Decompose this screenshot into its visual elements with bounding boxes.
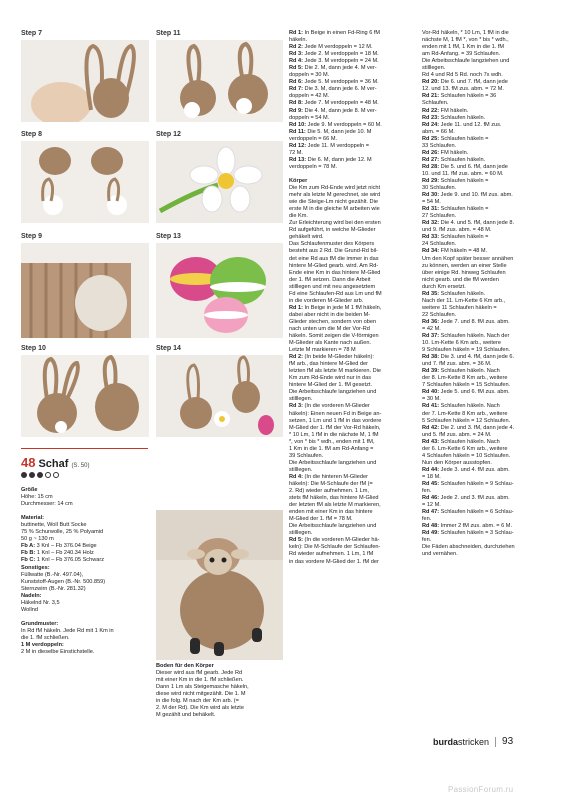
text-line: Rd 5: Die 2. M, dann jede 4. M ver-	[289, 65, 377, 72]
text-line: Um den Kopf später besser annähen	[422, 255, 514, 262]
text-line: Rd 13: Die 6. M, dann jede 12. M	[289, 156, 372, 163]
step-label: Step 10	[21, 345, 46, 352]
materials-column	[21, 487, 151, 656]
text-line: 30 Schlaufen.	[422, 185, 457, 192]
text-line: häkeln. Somit zeigen die V-förmigen	[289, 333, 379, 340]
page-footer	[433, 736, 513, 747]
text-line: Rd 47: Schlaufen häkeln = 6 Schlau-	[422, 509, 514, 516]
text-line: Rd 37: Schlaufen häkeln. Nach der	[422, 333, 510, 340]
text-line: Rd 48: Immer 2 fM zus. abm. = 6 M.	[422, 523, 513, 530]
text-line: = 54 M.	[422, 199, 441, 206]
text-line: nicht gearb. und die fM werden	[422, 276, 499, 283]
text-line: Rd 35: Schlaufen häkeln.	[422, 290, 486, 297]
text-line: Rd wieder aufnehmen. 1 Lm, 1 fM	[289, 551, 374, 558]
step-label: Step 9	[21, 233, 43, 240]
text-line: Rd 4: (In die hinteren M-Glieder	[289, 473, 368, 480]
text-line: 24 Schlaufen.	[422, 241, 457, 248]
text-line: Häkelnd Nr. 3,5	[21, 599, 60, 606]
text-line: Rd 22: FM häkeln.	[422, 107, 469, 114]
text-line: Nach der 11. Lm-Kette 6 Km arb.,	[422, 297, 506, 304]
text-line: mehr als letzte M gerechnet, sie wird	[289, 192, 381, 199]
step-7-photo	[21, 40, 149, 122]
text-line: 9 Schlaufen häkeln = 19 Schlaufen.	[422, 347, 511, 354]
text-line: der 1. fM setzen. Dann die Arbeit	[289, 276, 371, 283]
text-line: Dann 1 Lm als Steigemasche häkeln,	[156, 684, 249, 691]
text-line: dabei aber nicht in die beiden M-	[289, 311, 371, 318]
text-line: Rd 4 und Rd 5 Rd. noch 7x wdh.	[422, 72, 503, 79]
text-line: Rd 33: Schlaufen häkeln =	[422, 234, 489, 241]
instructions-right-column	[422, 30, 552, 559]
text-line: Rd 21: Schlaufen häkeln = 36	[422, 93, 497, 100]
step-label: Step 14	[156, 345, 181, 352]
difficulty-rating	[21, 472, 59, 478]
text-line: gehäkelt wird.	[289, 234, 324, 241]
text-line: Rd 1: In Beige in jede M 1 fM häkeln,	[289, 304, 382, 311]
text-line: * 10 Lm, 1 fM in die nächste M, 1 fM	[289, 431, 379, 438]
text-line: Rd 11: Die 5. M, dann jede 10. M	[289, 128, 372, 135]
text-line: 10. und 11. fM zus. abm. = 60 M.	[422, 170, 504, 177]
text-line: Rd 2: (In beide M-Glieder häkeln):	[289, 354, 374, 361]
step-label: Step 8	[21, 131, 43, 138]
text-line: die Km.	[289, 213, 308, 220]
step-14-photo	[156, 355, 283, 437]
text-line: det eine Rd aus fM die immer in das	[289, 255, 379, 262]
text-line: Sonstiges:	[21, 564, 50, 571]
text-line: Fd eine Schlaufen-Rd aus Lm und fM	[289, 290, 382, 297]
text-line: *, von * bis * wdh., enden mit 1 fM,	[289, 438, 375, 445]
text-line: besteht aus 2 Rd. Die Grund-Rd bil-	[289, 248, 378, 255]
pattern-heading	[21, 455, 89, 470]
difficulty-dot	[53, 472, 59, 478]
text-line: Die Fäden abschneiden, durchziehen	[422, 544, 515, 551]
text-line: 4 Schlaufen häkeln = 10 Schlaufen.	[422, 452, 511, 459]
text-line: Rd 31: Schlaufen häkeln =	[422, 206, 489, 213]
text-line: Rd 36: Jede 7. und 8. fM zus. abm.	[422, 318, 510, 325]
text-line: zu können, werden an einer Stelle	[422, 262, 507, 269]
text-line: Füllwatte (B.-Nr. 497.04),	[21, 571, 84, 578]
text-line: Fb C: 1 Knl – Fb 376.05 Schwarz	[21, 557, 105, 564]
text-line: Die Arbeitsschlaufe langziehen und	[289, 459, 377, 466]
text-line: häkeln): Die M-Schlaufe der fM (=	[289, 481, 373, 487]
text-line: häkeln.	[289, 37, 308, 44]
page-number: 93	[502, 736, 514, 747]
text-line: und 5. fM zus. abm. = 24 M.	[422, 431, 492, 438]
boden-column	[156, 663, 286, 719]
text-line: Grundmuster:	[21, 620, 59, 627]
text-line: letzten fM als letzte M markieren. Die	[289, 368, 382, 375]
text-line: die 1. fM schließen.	[21, 634, 70, 641]
text-line: 75 % Schurwolle, 25 % Polyamid	[21, 529, 104, 536]
text-line: 39 Schlaufen.	[289, 452, 324, 459]
text-line: Rd 2: Jede M verdoppeln = 12 M.	[289, 44, 373, 51]
text-line: 50 g ~ 130 m	[21, 536, 54, 543]
text-line: Rd 26: FM häkeln.	[422, 149, 469, 156]
text-line: Die Arbeitsschlaufe langziehen und	[422, 58, 510, 65]
text-line: stets fM häkeln, das hintere M-Glied	[289, 495, 379, 502]
text-line: Rd 9: Die 4. M, dann jede 8. M ver-	[289, 107, 377, 114]
text-line: Sternzwirn (B.-Nr. 281.32)	[21, 585, 86, 592]
text-line: Dieser wird aus fM gearb. Jede Rd	[156, 670, 243, 677]
text-line: erste M in die gleiche M arbeiten wie	[289, 206, 380, 213]
text-line: häkeln): Einen neuen Fd in Beige an-	[289, 410, 382, 417]
text-line: setzen, 1 Lm und 1 fM in das vordere	[289, 417, 382, 424]
text-line: der 8. Lm-Kette 8 Km arb., weitere	[422, 375, 508, 382]
text-line: Die Km zum Rd-Ende wird jetzt nicht	[289, 185, 381, 192]
text-line: Rd 34: FM häkeln = 48 M.	[422, 248, 488, 255]
text-line: Fb B: 1 Knl – Fb 240.34 Holz	[21, 550, 94, 557]
text-line: Rd 28: Die 5. und 6. fM, dann jede	[422, 163, 508, 170]
text-line: M-Glied der 1. fM der Vor-Rd häkeln,	[289, 424, 381, 431]
text-line: Letzte M markieren = 78 M	[289, 347, 356, 354]
text-line: Rd 10: Jede 9. M verdoppeln = 60 M.	[289, 121, 382, 128]
text-line: stilllegen und mit neu angesetztem	[289, 283, 376, 290]
difficulty-dot	[21, 472, 27, 478]
text-line: Schlaufen.	[422, 100, 449, 107]
text-line: Rd 5: (In die vorderen M-Glieder hä-	[289, 537, 380, 544]
pattern-page-ref: (S. 50)	[71, 463, 90, 469]
step-8-photo	[21, 141, 149, 223]
text-line: 22 Schlaufen.	[422, 311, 457, 318]
text-line: Rd 12: Jede 11. M verdoppeln =	[289, 142, 369, 149]
text-line: abm. = 66 M.	[422, 128, 455, 135]
text-line: Rd 3: Jede 2. M verdoppeln = 18 M.	[289, 51, 379, 58]
text-line: 2. M der Rd). Die Km wird als letzte	[156, 705, 244, 712]
text-line: Wollnd	[21, 606, 38, 613]
text-line: über einige Rd. hinweg Schlaufen	[422, 269, 506, 276]
text-line: wie die Steige-Lm nicht gezählt. Die	[289, 199, 378, 206]
text-line: Rd 44: Jede 3. und 4. fM zus. abm.	[422, 466, 510, 473]
text-line: Rd 3: (In die vorderen M-Glieder	[289, 403, 370, 410]
text-line	[21, 508, 151, 515]
text-line: Boden für den Körper	[156, 663, 214, 669]
text-line: nach unten um die M der Vor-Rd	[289, 325, 370, 332]
instructions-middle-column	[289, 30, 417, 566]
text-line: M-Glied der 1. fM = 78 M.	[289, 516, 353, 523]
text-line: Rd 27: Schlaufen häkeln.	[422, 156, 486, 163]
text-line: = 30 M.	[422, 396, 441, 403]
text-line: hintere M-Glied der 1. fM gesetzt.	[289, 382, 373, 389]
text-line: Rd 30: Jede 9. und 10. fM zus. abm.	[422, 192, 513, 199]
text-line: und 7. fM zus. abm. = 36 M.	[422, 361, 492, 368]
text-line: 27 Schlaufen.	[422, 213, 457, 220]
text-line: fM arb., das hintere M-Glied der	[289, 361, 368, 368]
step-10-photo	[21, 355, 149, 437]
text-line: durch Km ersetzt.	[422, 283, 466, 290]
text-line: Rd 39: Schlaufen häkeln. Nach	[422, 368, 500, 375]
text-line: = 42 M.	[422, 325, 441, 332]
text-line: = 18 M.	[422, 473, 441, 480]
watermark: PassionForum.ru	[448, 785, 514, 794]
text-line: buttinette, Woll Butt Socke	[21, 522, 87, 529]
text-line: und vernähen.	[422, 551, 458, 558]
text-line: Rd 7: Die 3. M, dann jede 6. M ver-	[289, 86, 377, 93]
brand-name: burdastricken	[433, 736, 490, 747]
step-label: Step 13	[156, 233, 181, 240]
step-9-photo	[21, 243, 149, 338]
text-line: M-Glieder als Kante nach außen.	[289, 340, 372, 347]
text-line	[21, 614, 151, 621]
text-line: 72 M.	[289, 149, 303, 156]
text-line: 10. Lm-Kette 6 Km arb., weitere	[422, 340, 501, 347]
step-11-photo	[156, 40, 283, 122]
text-line: der 7. Lm-Kette 8 Km arb., weitere	[422, 410, 508, 417]
text-line: Rd 8: Jede 7. M verdoppeln = 48 M.	[289, 100, 379, 107]
text-line: Rd 40: Jede 5. und 6. fM zus. abm.	[422, 389, 510, 396]
text-line: fen.	[422, 537, 432, 544]
text-line: Material:	[21, 515, 45, 522]
text-line: doppeln = 54 M.	[289, 114, 330, 121]
step-12-photo	[156, 141, 283, 223]
text-line: Nadeln:	[21, 592, 42, 599]
text-line: Die Arbeitsschlaufe langziehen und	[289, 389, 377, 396]
text-line: Rd aufgeführt, in welche M-Glieder	[289, 227, 376, 234]
text-line: Kunststoff-Augen (B.-Nr. 500.859)	[21, 578, 106, 585]
text-line: verdoppeln = 66 M.	[289, 135, 338, 142]
text-line: Das Schlaufenmuster des Körpers	[289, 241, 375, 248]
text-line: Körper	[289, 177, 308, 184]
text-line: In Rd fM häkeln. Jede Rd mit 1 Km in	[21, 627, 114, 634]
text-line: fen.	[422, 488, 432, 495]
text-line: Rd 41: Schlaufen häkeln. Nach	[422, 403, 500, 410]
section-rule	[21, 448, 148, 449]
footer-divider	[495, 737, 496, 747]
text-line: und 9. fM zus. abm. = 48 M.	[422, 227, 492, 234]
text-line: Rd 25: Schlaufen häkeln =	[422, 135, 489, 142]
text-line: Nun den Körper ausstopfen.	[422, 459, 492, 466]
text-line: stilllegen.	[289, 466, 313, 473]
difficulty-dot	[37, 472, 43, 478]
pattern-title: Schaf	[38, 458, 69, 470]
text-line: 12. und 13. fM zus. abm. = 72 M.	[422, 86, 504, 93]
step-label: Step 11	[156, 30, 181, 37]
sheep-photo	[156, 510, 283, 660]
text-line: am Rd-Anfang. = 39 Schlaufen.	[422, 51, 501, 58]
text-line: 2 M in dieselbe Einstichstelle.	[21, 649, 95, 656]
text-line: doppeln = 42 M.	[289, 93, 330, 100]
step-label: Step 12	[156, 131, 181, 138]
difficulty-dot	[29, 472, 35, 478]
text-line: Fb A: 3 Knl – Fb 376.04 Beige	[21, 543, 97, 550]
text-line: der 6. Lm-Kette 6 Km arb., weitere	[422, 445, 508, 452]
text-line: 33 Schlaufen.	[422, 142, 457, 149]
text-line: Rd 42: Die 2. und 3. fM, dann jede 4.	[422, 424, 515, 431]
text-line: stilllegen.	[289, 396, 313, 403]
step-13-photo	[156, 243, 283, 338]
text-line: Rd 24: Jede 11. und 12. fM zus.	[422, 121, 502, 128]
text-line: Rd 4: Jede 3. M verdoppeln = 24 M.	[289, 58, 379, 65]
text-line: mit einer Km in die 1. fM schließen.	[156, 677, 244, 684]
text-line: 1 M verdoppeln:	[21, 642, 64, 649]
text-line: hintere M-Glied gearb. wird. Am Rd-	[289, 262, 379, 269]
text-line: in das vordere M-Glied der 1. fM der	[289, 558, 379, 565]
text-line: Rd 43: Schlaufen häkeln. Nach	[422, 438, 500, 445]
text-line: in die folg. M nach der Km arb. (=	[156, 698, 239, 705]
text-line: stilllegen.	[289, 530, 313, 537]
text-line: nächste M, 1 fM *, von * bis * wdh.,	[422, 37, 509, 44]
difficulty-dot	[45, 472, 51, 478]
text-line: keln): Die M-Schlaufe der Schlaufen-	[289, 544, 381, 551]
text-line: Glieder stechen, sondern von oben	[289, 318, 377, 325]
text-line: der letzten fM als letzte M markieren,	[289, 502, 381, 509]
text-line: Höhe: 15 cm	[21, 494, 53, 501]
text-line: Die Arbeitsschlaufe langziehen und	[289, 523, 377, 530]
text-line: Rd 46: Jede 2. und 3. fM zus. abm.	[422, 495, 510, 502]
text-line: Rd 45: Schlaufen häkeln = 9 Schlau-	[422, 481, 514, 487]
text-line: diese wird nicht mitgezählt. Die 1. M	[156, 691, 246, 698]
text-line: 7 Schlaufen häkeln = 15 Schlaufen.	[422, 382, 511, 389]
text-line: Rd 29: Schlaufen häkeln =	[422, 177, 489, 184]
text-line: Rd 20: Die 6. und 7. fM, dann jede	[422, 79, 508, 86]
text-line: M gezählt und behäkelt.	[156, 712, 216, 719]
text-line: = 12 M.	[422, 502, 441, 509]
text-line: weitere 11 Schlaufen häkeln =	[422, 304, 497, 311]
text-line: Rd 38: Die 3. und 4. fM, dann jede 6.	[422, 354, 515, 361]
text-line: Rd 23: Schlaufen häkeln.	[422, 114, 486, 121]
text-line: Rd 6: Jede 5. M verdoppeln = 36 M.	[289, 79, 379, 86]
text-line: 1 Km in die 1. fM am Rd-Anfang =	[289, 445, 374, 452]
text-line	[289, 171, 417, 178]
pattern-number: 48	[21, 455, 36, 470]
text-line: Rd 49: Schlaufen häkeln = 3 Schlau-	[422, 530, 514, 537]
step-label: Step 7	[21, 30, 43, 37]
text-line: Km zum Rd-Ende wird nur in das	[289, 375, 372, 382]
text-line: Zur Erleichterung wird bei den ersten	[289, 220, 381, 227]
text-line: enden mit 1 fM, 1 Km in die 1. fM	[422, 44, 505, 51]
text-line: Ende eine Km in das hintere M-Glied	[289, 269, 381, 276]
text-line: fen.	[422, 516, 432, 523]
text-line: Rd 1: In Beige in einen Fd-Ring 6 fM	[289, 30, 381, 36]
text-line: Größe	[21, 487, 38, 493]
text-line: stilllegen.	[422, 65, 446, 72]
text-line: Vor-Rd häkeln, * 10 Lm, 1 fM in die	[422, 30, 509, 36]
text-line: Durchmesser: 14 cm	[21, 501, 73, 508]
text-line: verdoppeln = 78 M.	[289, 163, 338, 170]
text-line: Rd 32: Die 4. und 5. fM, dann jede 8.	[422, 220, 515, 227]
text-line: doppeln = 30 M.	[289, 72, 330, 79]
text-line: in die vorderen M-Glieder arb.	[289, 297, 364, 304]
text-line: 5 Schlaufen häkeln = 12 Schlaufen.	[422, 417, 511, 424]
text-line: 2. Rd) wieder aufnehmen. 1 Lm,	[289, 488, 369, 495]
text-line: enden mit einer Km in das hintere	[289, 509, 373, 516]
